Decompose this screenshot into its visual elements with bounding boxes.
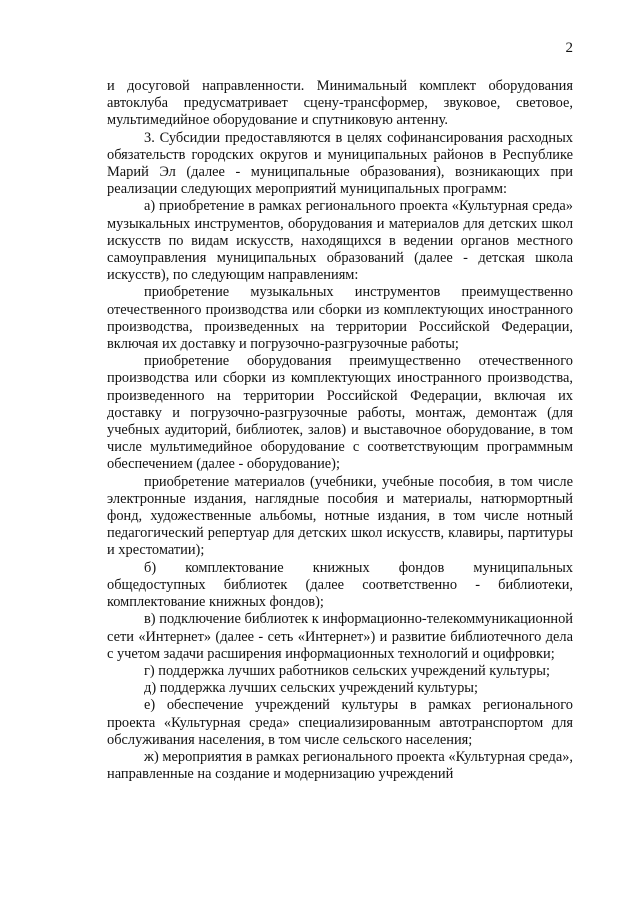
document-body <box>107 78 573 783</box>
paragraph-item-a: а) приобретение в рамках регионального проекта «Культурная среда» музыкальных инструментов, оборудования и материалов для детских школ искусств по видам искусств, находящихся в ведении органов местного самоуправления муниципальных образований (далее - детская школа искусств), по следующим направлениям: <box>107 198 573 284</box>
paragraph-item-zh: ж) мероприятия в рамках регионального проекта «Культурная среда», направленные на создание и модернизацию учреждений <box>107 748 573 783</box>
paragraph-materials: приобретение материалов (учебники, учебные пособия, в том числе электронные издания, наглядные пособия и материалы, натюрмортный фонд, художественные альбомы, нотные издания, в том числе нотный педагогический репертуар для детских школ искусств, клавиры, партитуры и хрестоматии); <box>107 473 573 559</box>
paragraph-item-e: е) обеспечение учреждений культуры в рамках регионального проекта «Культурная среда» специализированным автотранспортом для обслуживания населения, в том числе сельского населения; <box>107 697 573 748</box>
paragraph-clause-3: 3. Субсидии предоставляются в целях софинансирования расходных обязательств городских округов и муниципальных районов в Республике Марий Эл (далее - муниципальные образования), возникающих при реализации следующих мероприятий муниципальных программ: <box>107 129 573 198</box>
paragraph-musical-instruments: приобретение музыкальных инструментов преимущественно отечественного производства или сборки из комплектующих иностранного производства, произведенных на территории Российской Федерации, включая их доставку и погрузочно-разгрузочные работы; <box>107 284 573 353</box>
paragraph-equipment: приобретение оборудования преимущественно отечественного производства или сборки из комплектующих иностранного производства, произведенного на территории Российской Федерации, включая их доставку и погрузочно-разгрузочные работы, монтаж, демонтаж (для учебных аудиторий, библиотек, залов) и выставочное оборудование, в том числе мультимедийное оборудование с соответствующим программным обеспечением (далее - оборудование); <box>107 353 573 473</box>
paragraph-item-d: д) поддержка лучших сельских учреждений культуры; <box>144 680 478 697</box>
paragraph-item-g: г) поддержка лучших работников сельских учреждений культуры; <box>144 662 550 679</box>
paragraph-item-v: в) подключение библиотек к информационно-телекоммуникационной сети «Интернет» (далее - сеть «Интернет») и развитие библиотечного дела с учетом задачи расширения информационных технологий и оцифровки; <box>107 611 573 662</box>
paragraph-continuation: и досуговой направленности. Минимальный комплект оборудования автоклуба предусматривает сцену-трансформер, звуковое, световое, мультимедийное оборудование и спутниковую антенну. <box>107 78 573 129</box>
paragraph-item-b: б) комплектование книжных фондов муниципальных общедоступных библиотек (далее соответственно - библиотеки, комплектование книжных фондов); <box>107 559 573 611</box>
page-number: 2 <box>565 40 573 56</box>
